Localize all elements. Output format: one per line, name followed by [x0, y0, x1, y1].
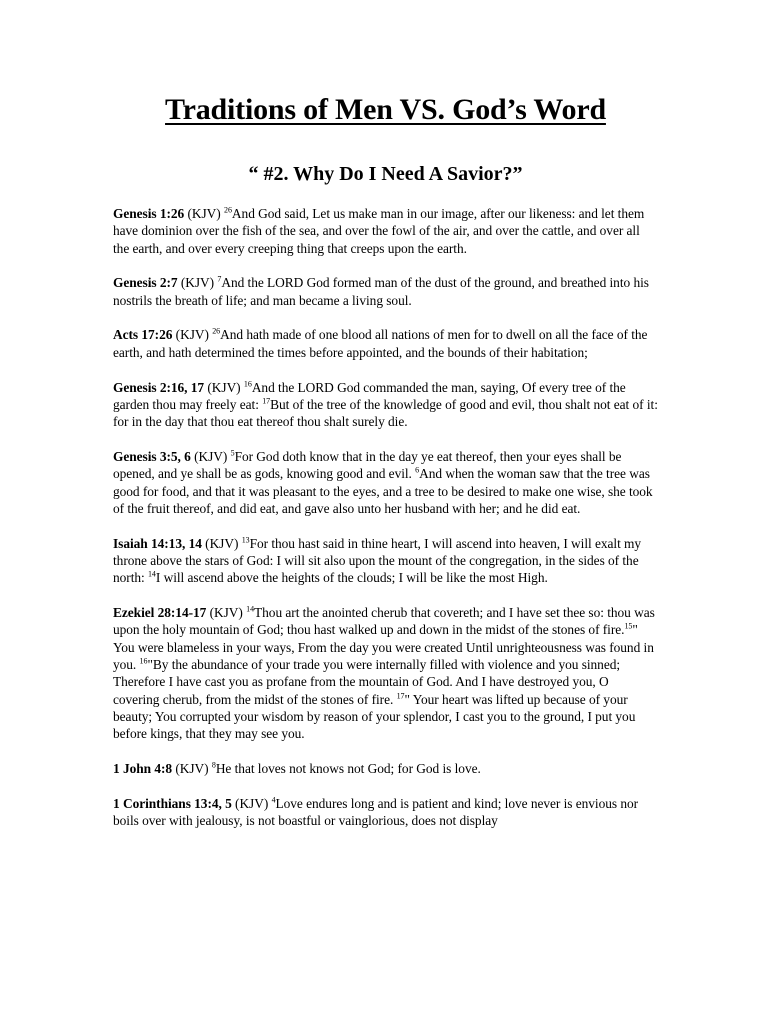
verse-reference: Acts 17:26	[113, 327, 173, 343]
verse-reference: Ezekiel 28:14-17	[113, 605, 207, 621]
verse-text: Love endures long and is patient and kind; love never is envious nor boils over with jealousy, is not boastful or vainglorious, does not display	[113, 795, 639, 829]
verse-version: (KJV)	[201, 535, 242, 551]
verse-number: 16	[139, 656, 148, 666]
verse-version: (KJV)	[177, 275, 218, 291]
verse-paragraph	[113, 274, 658, 309]
verse-number: 5	[230, 448, 235, 458]
verse-text: I will ascend above the heights of the clouds; I will be like the most High.	[155, 570, 548, 586]
verse-paragraph	[113, 448, 658, 517]
verse-reference: 1 Corinthians 13:4, 5	[113, 795, 232, 811]
verse-reference: Genesis 2:7	[113, 275, 178, 291]
verse-version: (KJV)	[231, 795, 272, 811]
verse-number: 15	[624, 621, 633, 631]
verse-number: 8	[211, 760, 216, 770]
verse-version: (KJV)	[172, 760, 212, 776]
verse-paragraph	[113, 326, 658, 361]
verse-number: 13	[241, 535, 250, 545]
verse-number: 14	[147, 569, 156, 579]
verse-number: 14	[246, 604, 255, 614]
verse-reference: Isaiah 14:13, 14	[113, 535, 202, 551]
verse-number: 26	[212, 327, 221, 337]
verse-text: And hath made of one blood all nations of men for to dwell on all the face of the earth, and hath determined the times before appointed, and the bounds of their habitation;	[113, 327, 648, 360]
verse-text: " Your heart was lifted up because of your beauty; You corrupted your wisdom by reason of your splendor, I cast you to the ground, I put you before kings, that they may see you.	[113, 691, 636, 742]
document-subtitle: “ #2. Why Do I Need A Savior?”	[248, 163, 523, 185]
verse-text: For thou hast said in thine heart, I will ascend into heaven, I will exalt my throne above the stars of God: I will sit also upon the mount of the congregation, in the sides of the north:	[113, 535, 642, 586]
verse-version: (KJV)	[172, 327, 213, 343]
verse-text: But of the tree of the knowledge of good and evil, thou shalt not eat of it: for in the day that thou eat thereof thou shalt surely die.	[113, 396, 658, 430]
verse-text: For God doth know that in the day ye eat thereof, then your eyes shall be opened, and ye shall be as gods, knowing good and evil.	[113, 448, 622, 482]
verse-text: Thou art the anointed cherub that covereth; and I have set thee so: thou was upon the holy mountain of God; thou hast walked up and down in the midst of the stones of fire.	[113, 605, 655, 638]
verse-version: (KJV)	[204, 379, 244, 395]
verse-text: "By the abundance of your trade you were internally filled with violence and you sinned; Therefore I have cast you as profane from the mountain of God. And I have destroyed you, O covering cherub, from the midst of the stones of fire.	[113, 656, 621, 707]
verse-number: 26	[224, 205, 232, 215]
verse-list	[113, 205, 658, 829]
verse-text: And the LORD God formed man of the dust of the ground, and breathed into his nostrils the breath of life; and man became a living soul.	[113, 275, 649, 308]
verse-version: (KJV)	[190, 448, 231, 464]
verse-paragraph	[113, 379, 658, 431]
verse-reference: Genesis 3:5, 6	[113, 448, 191, 464]
verse-paragraph	[113, 760, 658, 777]
verse-reference: Genesis 2:16, 17	[113, 379, 205, 395]
verse-number: 17	[262, 396, 271, 406]
verse-paragraph	[113, 205, 658, 257]
verse-number: 6	[415, 465, 420, 475]
verse-number: 4	[271, 795, 276, 805]
verse-number: 16	[243, 379, 252, 389]
verse-paragraph	[113, 604, 658, 742]
verse-number: 7	[217, 274, 222, 284]
document-title: Traditions of Men VS. God’s Word	[165, 93, 606, 126]
verse-text: And the LORD God commanded the man, saying, Of every tree of the garden thou may freely eat:	[113, 379, 626, 412]
verse-version: (KJV)	[206, 605, 247, 621]
verse-text: And when the woman saw that the tree was good for food, and that it was pleasant to the eyes, and a tree to be desired to make one wise, she took of the fruit thereof, and did eat, and gave also unto her husband with her; and he did eat.	[113, 466, 653, 516]
verse-text: And God said, Let us make man in our image, after our likeness: and let them have dominion over the fish of the sea, and over the fowl of the air, and over the cattle, and over all the earth, and over every creeping thing that creeps upon the earth.	[113, 206, 645, 256]
verse-reference: Genesis 1:26	[113, 206, 185, 221]
verse-version: (KJV)	[184, 206, 225, 221]
verse-number: 17	[396, 691, 405, 701]
verse-reference: 1 John 4:8	[113, 760, 173, 776]
verse-text: He that loves not knows not God; for God is love.	[215, 760, 481, 776]
verse-paragraph	[113, 535, 658, 587]
verse-paragraph	[113, 795, 658, 830]
verse-text: " You were blameless in your ways, From the day you were created Until unrighteousness was found in you.	[113, 622, 654, 672]
